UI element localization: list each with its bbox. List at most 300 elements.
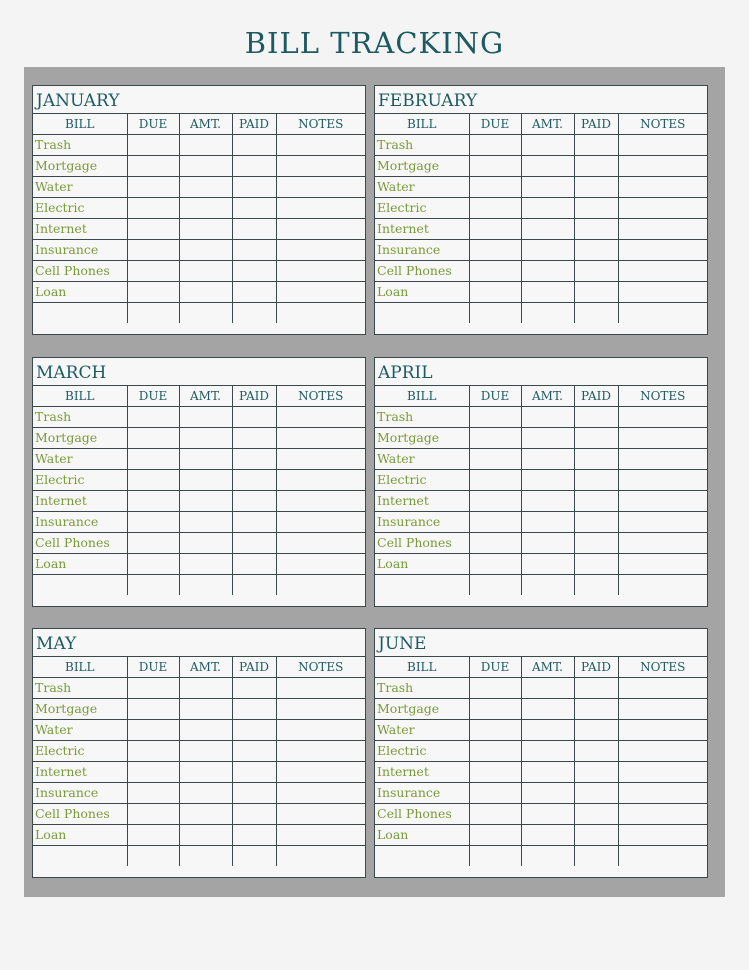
due-cell[interactable] xyxy=(127,155,179,176)
paid-cell[interactable] xyxy=(574,553,618,574)
col-header-due: DUE xyxy=(127,386,179,406)
col-header-amt: AMT. xyxy=(521,114,574,134)
amt-cell[interactable] xyxy=(179,511,232,532)
notes-cell[interactable] xyxy=(618,553,707,574)
bill-name-cell: Internet xyxy=(375,761,469,782)
notes-cell[interactable] xyxy=(618,845,707,866)
due-cell[interactable] xyxy=(469,197,521,218)
bill-name-cell[interactable] xyxy=(33,302,127,323)
notes-cell[interactable] xyxy=(618,761,707,782)
notes-cell[interactable] xyxy=(618,574,707,595)
notes-cell[interactable] xyxy=(276,677,365,698)
due-cell[interactable] xyxy=(127,197,179,218)
amt-cell[interactable] xyxy=(521,134,574,155)
amt-cell[interactable] xyxy=(521,239,574,260)
amt-cell[interactable] xyxy=(179,845,232,866)
notes-cell[interactable] xyxy=(618,469,707,490)
notes-cell[interactable] xyxy=(618,719,707,740)
notes-cell[interactable] xyxy=(618,427,707,448)
paid-cell[interactable] xyxy=(232,574,276,595)
paid-cell[interactable] xyxy=(232,406,276,427)
table-row xyxy=(33,302,365,323)
due-cell[interactable] xyxy=(469,469,521,490)
bills-table xyxy=(33,657,365,866)
due-cell[interactable] xyxy=(127,553,179,574)
paid-cell[interactable] xyxy=(574,281,618,302)
amt-cell[interactable] xyxy=(179,782,232,803)
paid-cell[interactable] xyxy=(574,406,618,427)
amt-cell[interactable] xyxy=(179,406,232,427)
notes-cell[interactable] xyxy=(276,761,365,782)
due-cell[interactable] xyxy=(469,824,521,845)
table-row xyxy=(375,155,707,176)
bill-name-cell: Water xyxy=(375,719,469,740)
table-row xyxy=(375,260,707,281)
bill-name-cell[interactable] xyxy=(375,574,469,595)
paid-cell[interactable] xyxy=(574,698,618,719)
due-cell[interactable] xyxy=(127,427,179,448)
due-cell[interactable] xyxy=(127,511,179,532)
due-cell[interactable] xyxy=(127,490,179,511)
amt-cell[interactable] xyxy=(179,239,232,260)
amt-cell[interactable] xyxy=(179,698,232,719)
due-cell[interactable] xyxy=(127,448,179,469)
paid-cell[interactable] xyxy=(574,740,618,761)
paid-cell[interactable] xyxy=(232,448,276,469)
amt-cell[interactable] xyxy=(179,553,232,574)
paid-cell[interactable] xyxy=(232,218,276,239)
amt-cell[interactable] xyxy=(179,197,232,218)
amt-cell[interactable] xyxy=(521,824,574,845)
notes-cell[interactable] xyxy=(618,511,707,532)
due-cell[interactable] xyxy=(127,719,179,740)
notes-cell[interactable] xyxy=(276,824,365,845)
notes-cell[interactable] xyxy=(618,239,707,260)
notes-cell[interactable] xyxy=(276,176,365,197)
due-cell[interactable] xyxy=(127,134,179,155)
col-header-amt: AMT. xyxy=(179,114,232,134)
bill-name-cell: Insurance xyxy=(33,782,127,803)
due-cell[interactable] xyxy=(469,677,521,698)
paid-cell[interactable] xyxy=(574,532,618,553)
bill-name-cell: Electric xyxy=(33,197,127,218)
due-cell[interactable] xyxy=(127,824,179,845)
month-title: MARCH xyxy=(33,358,365,386)
table-row xyxy=(375,824,707,845)
month-table-january xyxy=(32,85,366,335)
table-row xyxy=(375,281,707,302)
bill-name-cell[interactable] xyxy=(33,845,127,866)
amt-cell[interactable] xyxy=(179,176,232,197)
paid-cell[interactable] xyxy=(232,824,276,845)
amt-cell[interactable] xyxy=(521,197,574,218)
paid-cell[interactable] xyxy=(574,197,618,218)
table-row xyxy=(33,218,365,239)
paid-cell[interactable] xyxy=(574,134,618,155)
bill-name-cell: Cell Phones xyxy=(33,532,127,553)
amt-cell[interactable] xyxy=(179,427,232,448)
amt-cell[interactable] xyxy=(521,469,574,490)
due-cell[interactable] xyxy=(469,719,521,740)
col-header-due: DUE xyxy=(469,657,521,677)
amt-cell[interactable] xyxy=(521,260,574,281)
notes-cell[interactable] xyxy=(276,845,365,866)
notes-cell[interactable] xyxy=(276,448,365,469)
paid-cell[interactable] xyxy=(574,511,618,532)
bill-name-cell: Insurance xyxy=(33,511,127,532)
due-cell[interactable] xyxy=(127,677,179,698)
amt-cell[interactable] xyxy=(179,469,232,490)
due-cell[interactable] xyxy=(127,698,179,719)
paid-cell[interactable] xyxy=(232,260,276,281)
amt-cell[interactable] xyxy=(521,740,574,761)
paid-cell[interactable] xyxy=(232,490,276,511)
due-cell[interactable] xyxy=(127,574,179,595)
due-cell[interactable] xyxy=(469,134,521,155)
due-cell[interactable] xyxy=(469,698,521,719)
paid-cell[interactable] xyxy=(232,532,276,553)
notes-cell[interactable] xyxy=(276,719,365,740)
notes-cell[interactable] xyxy=(276,740,365,761)
due-cell[interactable] xyxy=(469,176,521,197)
amt-cell[interactable] xyxy=(179,448,232,469)
bill-name-cell[interactable] xyxy=(375,302,469,323)
bill-name-cell: Loan xyxy=(33,553,127,574)
paid-cell[interactable] xyxy=(574,155,618,176)
col-header-notes: NOTES xyxy=(276,386,365,406)
notes-cell[interactable] xyxy=(276,553,365,574)
amt-cell[interactable] xyxy=(521,490,574,511)
notes-cell[interactable] xyxy=(276,218,365,239)
paid-cell[interactable] xyxy=(574,427,618,448)
col-header-due: DUE xyxy=(127,114,179,134)
due-cell[interactable] xyxy=(127,239,179,260)
table-row xyxy=(33,532,365,553)
due-cell[interactable] xyxy=(127,803,179,824)
notes-cell[interactable] xyxy=(618,782,707,803)
bill-name-cell: Loan xyxy=(375,824,469,845)
due-cell[interactable] xyxy=(469,845,521,866)
amt-cell[interactable] xyxy=(521,845,574,866)
bill-name-cell: Insurance xyxy=(375,511,469,532)
table-row xyxy=(33,574,365,595)
table-row xyxy=(375,719,707,740)
notes-cell[interactable] xyxy=(276,239,365,260)
bill-name-cell: Cell Phones xyxy=(375,803,469,824)
col-header-bill: BILL xyxy=(375,386,469,406)
due-cell[interactable] xyxy=(127,845,179,866)
due-cell[interactable] xyxy=(127,406,179,427)
due-cell[interactable] xyxy=(469,490,521,511)
notes-cell[interactable] xyxy=(618,698,707,719)
paid-cell[interactable] xyxy=(574,824,618,845)
table-row xyxy=(33,677,365,698)
table-row xyxy=(375,448,707,469)
col-header-paid: PAID xyxy=(574,114,618,134)
amt-cell[interactable] xyxy=(179,134,232,155)
bill-name-cell: Loan xyxy=(375,553,469,574)
notes-cell[interactable] xyxy=(276,427,365,448)
notes-cell[interactable] xyxy=(276,574,365,595)
col-header-bill: BILL xyxy=(375,657,469,677)
paid-cell[interactable] xyxy=(232,176,276,197)
bill-name-cell: Trash xyxy=(375,134,469,155)
notes-cell[interactable] xyxy=(276,406,365,427)
bill-name-cell: Trash xyxy=(33,134,127,155)
paid-cell[interactable] xyxy=(574,218,618,239)
month-title: MAY xyxy=(33,629,365,657)
amt-cell[interactable] xyxy=(521,448,574,469)
notes-cell[interactable] xyxy=(276,511,365,532)
due-cell[interactable] xyxy=(469,448,521,469)
table-row xyxy=(375,197,707,218)
bill-name-cell: Internet xyxy=(375,218,469,239)
amt-cell[interactable] xyxy=(521,698,574,719)
notes-cell[interactable] xyxy=(618,532,707,553)
notes-cell[interactable] xyxy=(618,281,707,302)
paid-cell[interactable] xyxy=(574,490,618,511)
table-header-row xyxy=(33,114,365,134)
paid-cell[interactable] xyxy=(232,302,276,323)
notes-cell[interactable] xyxy=(618,155,707,176)
paid-cell[interactable] xyxy=(232,134,276,155)
due-cell[interactable] xyxy=(127,302,179,323)
bill-name-cell: Electric xyxy=(33,740,127,761)
amt-cell[interactable] xyxy=(521,511,574,532)
table-row xyxy=(375,782,707,803)
paid-cell[interactable] xyxy=(232,239,276,260)
amt-cell[interactable] xyxy=(521,302,574,323)
amt-cell[interactable] xyxy=(179,824,232,845)
due-cell[interactable] xyxy=(469,302,521,323)
notes-cell[interactable] xyxy=(276,281,365,302)
amt-cell[interactable] xyxy=(521,803,574,824)
amt-cell[interactable] xyxy=(521,155,574,176)
table-header-row xyxy=(375,386,707,406)
paid-cell[interactable] xyxy=(232,677,276,698)
amt-cell[interactable] xyxy=(521,176,574,197)
table-row xyxy=(375,803,707,824)
due-cell[interactable] xyxy=(469,511,521,532)
due-cell[interactable] xyxy=(469,553,521,574)
amt-cell[interactable] xyxy=(179,574,232,595)
table-row xyxy=(33,260,365,281)
due-cell[interactable] xyxy=(469,260,521,281)
amt-cell[interactable] xyxy=(179,740,232,761)
col-header-paid: PAID xyxy=(574,657,618,677)
amt-cell[interactable] xyxy=(521,574,574,595)
bills-table xyxy=(375,114,707,323)
table-row xyxy=(375,532,707,553)
notes-cell[interactable] xyxy=(618,406,707,427)
due-cell[interactable] xyxy=(469,281,521,302)
table-row xyxy=(33,511,365,532)
paid-cell[interactable] xyxy=(574,719,618,740)
notes-cell[interactable] xyxy=(276,782,365,803)
table-row xyxy=(375,761,707,782)
bill-name-cell: Water xyxy=(33,176,127,197)
bill-name-cell: Cell Phones xyxy=(375,532,469,553)
month-table-february xyxy=(374,85,708,335)
due-cell[interactable] xyxy=(469,427,521,448)
notes-cell[interactable] xyxy=(618,218,707,239)
paid-cell[interactable] xyxy=(232,281,276,302)
paid-cell[interactable] xyxy=(232,427,276,448)
col-header-bill: BILL xyxy=(33,657,127,677)
bill-name-cell: Cell Phones xyxy=(33,260,127,281)
due-cell[interactable] xyxy=(469,218,521,239)
bill-name-cell: Trash xyxy=(33,677,127,698)
due-cell[interactable] xyxy=(469,239,521,260)
amt-cell[interactable] xyxy=(179,155,232,176)
notes-cell[interactable] xyxy=(276,302,365,323)
due-cell[interactable] xyxy=(127,740,179,761)
paid-cell[interactable] xyxy=(574,761,618,782)
due-cell[interactable] xyxy=(469,532,521,553)
paid-cell[interactable] xyxy=(232,511,276,532)
paid-cell[interactable] xyxy=(574,782,618,803)
due-cell[interactable] xyxy=(469,803,521,824)
table-row xyxy=(375,490,707,511)
notes-cell[interactable] xyxy=(618,302,707,323)
notes-cell[interactable] xyxy=(276,803,365,824)
due-cell[interactable] xyxy=(469,782,521,803)
bill-name-cell: Mortgage xyxy=(375,698,469,719)
due-cell[interactable] xyxy=(127,782,179,803)
bill-name-cell[interactable] xyxy=(33,574,127,595)
paid-cell[interactable] xyxy=(574,574,618,595)
paid-cell[interactable] xyxy=(232,469,276,490)
notes-cell[interactable] xyxy=(618,677,707,698)
table-row xyxy=(33,740,365,761)
bill-name-cell: Insurance xyxy=(375,782,469,803)
due-cell[interactable] xyxy=(127,469,179,490)
table-header-row xyxy=(33,657,365,677)
notes-cell[interactable] xyxy=(618,824,707,845)
amt-cell[interactable] xyxy=(521,406,574,427)
amt-cell[interactable] xyxy=(179,218,232,239)
col-header-paid: PAID xyxy=(574,386,618,406)
table-row xyxy=(33,197,365,218)
paid-cell[interactable] xyxy=(232,719,276,740)
due-cell[interactable] xyxy=(469,406,521,427)
bills-table xyxy=(33,114,365,323)
bills-table xyxy=(375,386,707,595)
paid-cell[interactable] xyxy=(574,803,618,824)
amt-cell[interactable] xyxy=(521,281,574,302)
due-cell[interactable] xyxy=(127,281,179,302)
notes-cell[interactable] xyxy=(618,803,707,824)
paid-cell[interactable] xyxy=(232,845,276,866)
amt-cell[interactable] xyxy=(521,677,574,698)
amt-cell[interactable] xyxy=(521,719,574,740)
notes-cell[interactable] xyxy=(276,469,365,490)
bill-name-cell[interactable] xyxy=(375,845,469,866)
amt-cell[interactable] xyxy=(179,761,232,782)
due-cell[interactable] xyxy=(469,761,521,782)
paid-cell[interactable] xyxy=(574,448,618,469)
due-cell[interactable] xyxy=(469,574,521,595)
paid-cell[interactable] xyxy=(574,469,618,490)
paid-cell[interactable] xyxy=(574,302,618,323)
paid-cell[interactable] xyxy=(232,782,276,803)
amt-cell[interactable] xyxy=(521,218,574,239)
table-row xyxy=(33,803,365,824)
table-row xyxy=(33,134,365,155)
paid-cell[interactable] xyxy=(232,197,276,218)
due-cell[interactable] xyxy=(127,260,179,281)
notes-cell[interactable] xyxy=(618,740,707,761)
notes-cell[interactable] xyxy=(276,260,365,281)
paid-cell[interactable] xyxy=(574,239,618,260)
amt-cell[interactable] xyxy=(521,532,574,553)
table-row xyxy=(375,553,707,574)
amt-cell[interactable] xyxy=(521,427,574,448)
paid-cell[interactable] xyxy=(574,176,618,197)
amt-cell[interactable] xyxy=(179,260,232,281)
paid-cell[interactable] xyxy=(574,677,618,698)
notes-cell[interactable] xyxy=(618,490,707,511)
amt-cell[interactable] xyxy=(179,677,232,698)
table-row xyxy=(375,218,707,239)
bill-name-cell: Trash xyxy=(375,406,469,427)
due-cell[interactable] xyxy=(127,176,179,197)
due-cell[interactable] xyxy=(127,218,179,239)
notes-cell[interactable] xyxy=(276,490,365,511)
due-cell[interactable] xyxy=(127,532,179,553)
col-header-notes: NOTES xyxy=(276,657,365,677)
notes-cell[interactable] xyxy=(276,134,365,155)
paid-cell[interactable] xyxy=(232,698,276,719)
col-header-amt: AMT. xyxy=(179,657,232,677)
notes-cell[interactable] xyxy=(276,197,365,218)
notes-cell[interactable] xyxy=(618,448,707,469)
paid-cell[interactable] xyxy=(232,155,276,176)
amt-cell[interactable] xyxy=(179,532,232,553)
col-header-amt: AMT. xyxy=(521,657,574,677)
amt-cell[interactable] xyxy=(179,281,232,302)
table-row xyxy=(375,406,707,427)
page-title: BILL TRACKING xyxy=(244,26,505,60)
notes-cell[interactable] xyxy=(618,260,707,281)
paid-cell[interactable] xyxy=(232,740,276,761)
paid-cell[interactable] xyxy=(232,553,276,574)
amt-cell[interactable] xyxy=(521,782,574,803)
notes-cell[interactable] xyxy=(618,197,707,218)
amt-cell[interactable] xyxy=(179,719,232,740)
amt-cell[interactable] xyxy=(179,490,232,511)
amt-cell[interactable] xyxy=(179,302,232,323)
paid-cell[interactable] xyxy=(232,761,276,782)
amt-cell[interactable] xyxy=(521,553,574,574)
due-cell[interactable] xyxy=(469,155,521,176)
notes-cell[interactable] xyxy=(276,532,365,553)
notes-cell[interactable] xyxy=(618,176,707,197)
amt-cell[interactable] xyxy=(521,761,574,782)
due-cell[interactable] xyxy=(469,740,521,761)
table-row xyxy=(33,176,365,197)
notes-cell[interactable] xyxy=(276,155,365,176)
amt-cell[interactable] xyxy=(179,803,232,824)
due-cell[interactable] xyxy=(127,761,179,782)
notes-cell[interactable] xyxy=(618,134,707,155)
paid-cell[interactable] xyxy=(574,845,618,866)
paid-cell[interactable] xyxy=(232,803,276,824)
table-row xyxy=(375,302,707,323)
bill-name-cell: Electric xyxy=(33,469,127,490)
notes-cell[interactable] xyxy=(276,698,365,719)
paid-cell[interactable] xyxy=(574,260,618,281)
